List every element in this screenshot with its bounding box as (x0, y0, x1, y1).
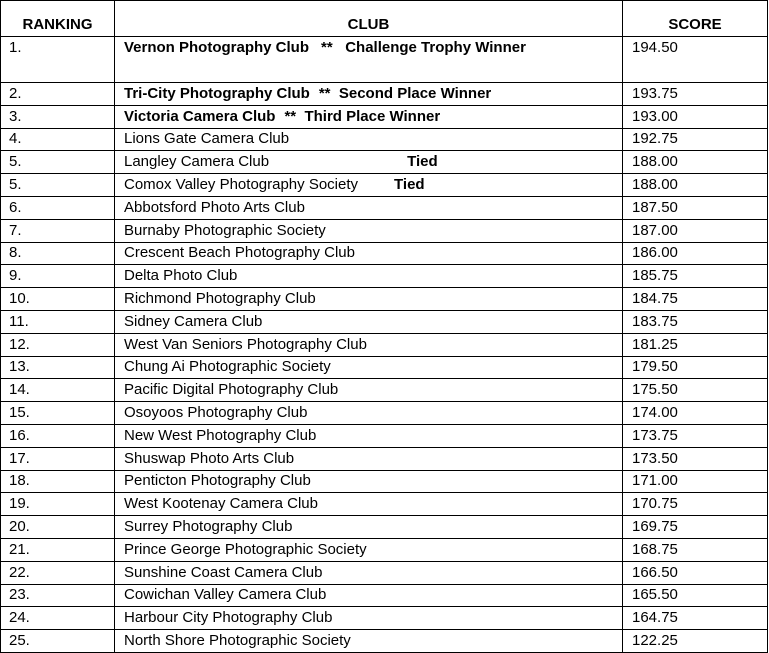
score-cell: 186.00 (623, 242, 768, 265)
club-cell (115, 447, 623, 470)
score-cell: 185.75 (623, 265, 768, 288)
table-row (1, 561, 768, 584)
score-cell: 168.75 (623, 538, 768, 561)
club-cell (115, 630, 623, 653)
rank-cell: 15. (1, 402, 115, 425)
table-row (1, 128, 768, 151)
table-row (1, 265, 768, 288)
header-row (1, 1, 768, 37)
score-cell: 192.75 (623, 128, 768, 151)
table-row (1, 402, 768, 425)
rank-cell: 21. (1, 538, 115, 561)
club-name: Sunshine Coast Camera Club (124, 563, 323, 581)
rank-cell: 1. (1, 37, 115, 83)
table-row (1, 288, 768, 311)
score-cell: 169.75 (623, 516, 768, 539)
table-row (1, 37, 768, 83)
club-cell (115, 288, 623, 311)
club-cell (115, 402, 623, 425)
score-cell: 173.75 (623, 424, 768, 447)
rank-cell: 17. (1, 447, 115, 470)
award-note: ** Challenge Trophy Winner (321, 39, 526, 56)
table-row (1, 447, 768, 470)
rank-cell: 5. (1, 151, 115, 174)
score-cell: 193.75 (623, 83, 768, 106)
club-cell (115, 333, 623, 356)
table-row (1, 333, 768, 356)
header-club: CLUB (115, 1, 623, 37)
club-cell (115, 219, 623, 242)
club-cell (115, 265, 623, 288)
table-row (1, 424, 768, 447)
score-cell: 175.50 (623, 379, 768, 402)
table-row (1, 584, 768, 607)
club-name: Delta Photo Club (124, 267, 238, 285)
table-row (1, 630, 768, 653)
rank-cell: 16. (1, 424, 115, 447)
score-cell: 183.75 (623, 310, 768, 333)
club-cell (115, 310, 623, 333)
club-cell (115, 538, 623, 561)
rank-cell: 2. (1, 83, 115, 106)
header-ranking: RANKING (1, 1, 115, 37)
club-name: Burnaby Photographic Society (124, 221, 326, 239)
club-name: Shuswap Photo Arts Club (124, 449, 295, 467)
club-cell (115, 607, 623, 630)
award-note: ** Second Place Winner (318, 84, 492, 102)
table-row (1, 493, 768, 516)
table-row (1, 516, 768, 539)
club-name: Harbour City Photography Club (124, 609, 333, 627)
club-cell (115, 516, 623, 539)
club-name: West Van Seniors Photography Club (124, 335, 367, 353)
table-row (1, 538, 768, 561)
club-cell (115, 174, 623, 197)
score-cell: 187.00 (623, 219, 768, 242)
score-cell: 166.50 (623, 561, 768, 584)
score-cell: 193.00 (623, 105, 768, 128)
score-cell: 122.25 (623, 630, 768, 653)
club-cell (115, 356, 623, 379)
club-cell (115, 196, 623, 219)
club-name: Vernon Photography Club (124, 39, 310, 56)
table-row (1, 219, 768, 242)
score-cell: 170.75 (623, 493, 768, 516)
club-name: New West Photography Club (124, 426, 317, 444)
score-cell: 174.00 (623, 402, 768, 425)
club-cell (115, 561, 623, 584)
award-note: ** Third Place Winner (284, 107, 441, 125)
score-cell: 171.00 (623, 470, 768, 493)
tied-label: Tied (394, 176, 425, 194)
club-name: Cowichan Valley Camera Club (124, 586, 327, 604)
club-name: Osoyoos Photography Club (124, 404, 308, 422)
rank-cell: 20. (1, 516, 115, 539)
club-cell (115, 424, 623, 447)
score-cell: 194.50 (623, 37, 768, 83)
club-name: Langley Camera Club (124, 153, 270, 171)
club-name: Tri-City Photography Club (124, 84, 310, 102)
table-row (1, 470, 768, 493)
club-name: Richmond Photography Club (124, 290, 316, 308)
club-cell (115, 493, 623, 516)
rank-cell: 22. (1, 561, 115, 584)
tied-label: Tied (407, 153, 438, 171)
club-name: Crescent Beach Photography Club (124, 244, 355, 262)
rank-cell: 13. (1, 356, 115, 379)
score-cell: 173.50 (623, 447, 768, 470)
table-row (1, 310, 768, 333)
club-cell (115, 151, 623, 174)
table-row (1, 174, 768, 197)
club-cell (115, 37, 623, 83)
score-cell: 165.50 (623, 584, 768, 607)
rank-cell: 25. (1, 630, 115, 653)
club-name: Victoria Camera Club (124, 107, 276, 125)
rank-cell: 19. (1, 493, 115, 516)
header-score: SCORE (623, 1, 768, 37)
club-name: Prince George Photographic Society (124, 540, 367, 558)
rank-cell: 10. (1, 288, 115, 311)
score-cell: 187.50 (623, 196, 768, 219)
club-name: Penticton Photography Club (124, 472, 311, 490)
club-cell (115, 470, 623, 493)
table-row (1, 242, 768, 265)
score-cell: 179.50 (623, 356, 768, 379)
club-cell (115, 105, 623, 128)
rank-cell: 5. (1, 174, 115, 197)
rank-cell: 18. (1, 470, 115, 493)
club-name: Chung Ai Photographic Society (124, 358, 331, 376)
rank-cell: 7. (1, 219, 115, 242)
club-cell (115, 128, 623, 151)
score-cell: 188.00 (623, 174, 768, 197)
score-cell: 188.00 (623, 151, 768, 174)
table-row (1, 379, 768, 402)
rank-cell: 23. (1, 584, 115, 607)
club-name: Pacific Digital Photography Club (124, 381, 339, 399)
rank-cell: 14. (1, 379, 115, 402)
table-row (1, 356, 768, 379)
club-cell (115, 83, 623, 106)
rank-cell: 8. (1, 242, 115, 265)
table-row (1, 607, 768, 630)
score-cell: 184.75 (623, 288, 768, 311)
rank-cell: 24. (1, 607, 115, 630)
club-name: West Kootenay Camera Club (124, 495, 318, 513)
rank-cell: 6. (1, 196, 115, 219)
rank-cell: 3. (1, 105, 115, 128)
rank-cell: 11. (1, 310, 115, 333)
rank-cell: 9. (1, 265, 115, 288)
table-row (1, 196, 768, 219)
table-row (1, 151, 768, 174)
table-row (1, 83, 768, 106)
score-cell: 181.25 (623, 333, 768, 356)
club-cell (115, 379, 623, 402)
table-row (1, 105, 768, 128)
club-name: Lions Gate Camera Club (124, 130, 290, 148)
table-body (1, 37, 768, 653)
club-cell (115, 584, 623, 607)
club-name: Abbotsford Photo Arts Club (124, 198, 305, 216)
club-name: Comox Valley Photography Society (124, 176, 359, 194)
club-name: North Shore Photographic Society (124, 632, 351, 650)
rank-cell: 12. (1, 333, 115, 356)
rank-cell: 4. (1, 128, 115, 151)
club-name: Surrey Photography Club (124, 518, 293, 536)
club-cell (115, 242, 623, 265)
club-name: Sidney Camera Club (124, 312, 263, 330)
score-cell: 164.75 (623, 607, 768, 630)
